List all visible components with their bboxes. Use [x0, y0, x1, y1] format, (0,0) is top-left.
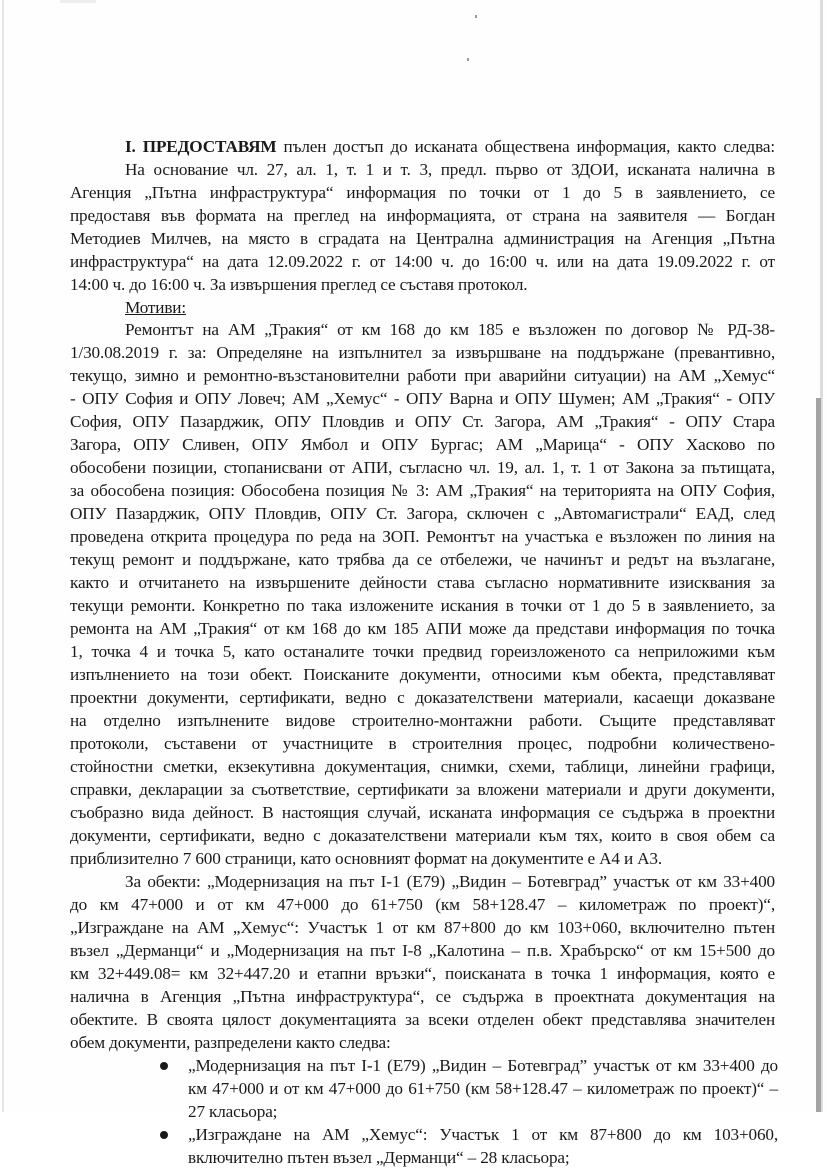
paragraph-3-line: обем документи, разпределени както следва:: [70, 1033, 391, 1052]
motives-heading: Мотиви:: [125, 298, 186, 317]
paragraph-2-line: приблизително 7 600 страници, като основният формат на документите е А4 и А3.: [70, 849, 662, 868]
bullet-line: включително пътен възел „Дерманци“ – 28 класьора;: [188, 1148, 570, 1167]
paragraph-2-line: стойностни сметки, екзекутивна документация, снимки, схеми, таблици, линейни графици,: [70, 757, 775, 776]
paragraph-2-line: обособени позиции, стопанисвани от АПИ, съгласно чл. 19, ал. 1, т. 1 от Закона за пътищата,: [70, 458, 775, 477]
paragraph-2-line: протоколи, съставени от участниците в строителния процес, подробни количествено-: [70, 734, 775, 753]
paragraph-2-line: проектни документи, сертификати, ведно с доказателствени материали, касаещи доказване: [70, 688, 775, 707]
paragraph-3-line: възел „Дерманци“ и „Модернизация на път I-8 „Калотина – п.в. Храбърско“ от км 15+500 до: [70, 941, 775, 960]
scan-speck: [467, 58, 469, 61]
paragraph-3-line: до км 47+000 и от км 47+000 до 61+750 (км 58+128.47 – километраж по проект)“,: [70, 895, 775, 914]
paragraph-1-line: Агенция „Пътна инфраструктура“ информация по точки от 1 до 5 в заявлението, се: [70, 183, 775, 202]
paragraph-2-line: София, ОПУ Пазарджик, ОПУ Пловдив и ОПУ Ст. Загора, АМ „Тракия“ - ОПУ Стара: [70, 412, 775, 431]
paragraph-2-line: ремонта на АМ „Тракия“ от км 168 до км 185 АПИ може да представи информация по точка: [70, 619, 775, 638]
paragraph-2-line: текущо, зимно и ремонтно-възстановителни работи при аварийни ситуации) на АМ „Хемус“: [70, 366, 775, 385]
paragraph-2-line: 1/30.08.2019 г. за: Определяне на изпълнител за извършване на поддържане (превантивно,: [70, 343, 775, 362]
paragraph-2-line: Ремонтът на АМ „Тракия“ от км 168 до км 185 е възложен по договор № РД-38-: [125, 320, 775, 339]
paragraph-3-line: За обекти: „Модернизация на път I-1 (Е79) „Видин – Ботевград” участък от км 33+400: [125, 872, 775, 891]
paragraph-1-line: предоставя във формата на преглед на информацията, от страна на заявителя — Богдан: [70, 206, 775, 225]
bullet-line: км 47+000 и от км 47+000 до 61+750 (км 58+128.47 – километраж по проект)“ –: [188, 1079, 778, 1098]
paragraph-2-line: съобразно вида дейност. В настоящия случай, исканата информация се съдържа в проектни: [70, 803, 775, 822]
paragraph-1-line: 14:00 ч. до 16:00 ч. За извършения преглед се съставя протокол.: [70, 275, 528, 294]
bullet-line: „Изграждане на АМ „Хемус“: Участък 1 от км 87+800 до км 103+060,: [188, 1125, 778, 1144]
paragraph-2-line: справки, декларации за съответствие, сертификати за вложени материали и други документи,: [70, 780, 775, 799]
paragraph-1-line: На основание чл. 27, ал. 1, т. 1 и т. 3, предл. първо от ЗДОИ, исканата налична в: [125, 160, 775, 179]
paragraph-2-line: проведена открита процедура по реда на ЗОП. Ремонтът на участъка е възложен по линия на: [70, 527, 775, 546]
paragraph-2-line: текущ ремонт и поддържане, като трябва да се отбележи, че начинът и редът на възлагане,: [70, 550, 775, 569]
bullet-icon: [160, 1131, 168, 1139]
paragraph-2-line: ОПУ Пазарджик, ОПУ Пловдив, ОПУ Ст. Загора, сключен с „Автомагистрали“ ЕАД, след: [70, 504, 775, 523]
paragraph-2-line: Загора, ОПУ Сливен, ОПУ Ямбол и ОПУ Бургас; АМ „Марица“ - ОПУ Хасково по: [70, 435, 775, 454]
paragraph-2-line: 1, точка 4 и точка 5, като останалите точки предвид гореизложеното са неприложими към: [70, 642, 775, 661]
section-heading-line: [125, 136, 775, 158]
bullet-icon: [160, 1062, 168, 1070]
paragraph-2-line: текущи ремонти. Конкретно по така изложените искания в точки от 1 до 5 в заявлението, за: [70, 596, 775, 615]
paragraph-2-line: за обособена позиция: Обособена позиция № 3: АМ „Тракия“ на територията на ОПУ София,: [70, 481, 775, 500]
section-heading-rest: пълен достъп до исканата обществена информация, както следва:: [276, 137, 775, 156]
paragraph-2-line: документи, сертификати, ведно с доказателствени материали към тях, които в своя обем са: [70, 826, 775, 845]
paragraph-3-line: налична в Агенция „Пътна инфраструктура“, се съдържа в проектната документация на: [70, 987, 775, 1006]
paragraph-3-line: „Изграждане на АМ „Хемус“: Участък 1 от км 87+800 до км 103+060, включително пътен: [70, 918, 775, 937]
paragraph-2-line: - ОПУ София и ОПУ Ловеч; АМ „Хемус“ - ОПУ Варна и ОПУ Шумен; АМ „Тракия“ - ОПУ: [70, 389, 775, 408]
bullet-line: „Модернизация на път I-1 (Е79) „Видин – Ботевград” участък от км 33+400 до: [188, 1056, 778, 1075]
paragraph-1-line: инфраструктура“ на дата 12.09.2022 г. от 14:00 ч. до 16:00 ч. или на дата 19.09.2022 г. от: [70, 252, 775, 271]
page-left-edge: [2, 0, 4, 1112]
scan-speck: [475, 15, 477, 18]
scroll-edge-shadow: [816, 398, 821, 1112]
paragraph-1-line: Методиев Милчев, на място в сградата на Централна администрация на Агенция „Пътна: [70, 229, 775, 248]
paragraph-2-line: изпълнението на този обект. Поисканите документи, относими към обекта, представляват: [70, 665, 775, 684]
paragraph-2-line: на отделно изпълнените видове строително-монтажни работи. Същите представляват: [70, 711, 775, 730]
section-heading: I. ПРЕДОСТАВЯМ: [125, 137, 277, 156]
paragraph-3-line: обектите. В своята цялост документацията за всеки отделен обект представлява значителен: [70, 1010, 775, 1029]
paragraph-2-line: както и отчитането на извършените дейности става съгласно нормативните изисквания за: [70, 573, 775, 592]
bullet-line: 27 класьора;: [188, 1102, 278, 1121]
paragraph-3-line: км 32+449.08= км 32+447.20 и етапни връзки“, поисканата в точка 1 информация, която е: [70, 964, 775, 983]
top-scan-artifact: [60, 0, 96, 3]
motives-heading-line: [125, 297, 775, 319]
